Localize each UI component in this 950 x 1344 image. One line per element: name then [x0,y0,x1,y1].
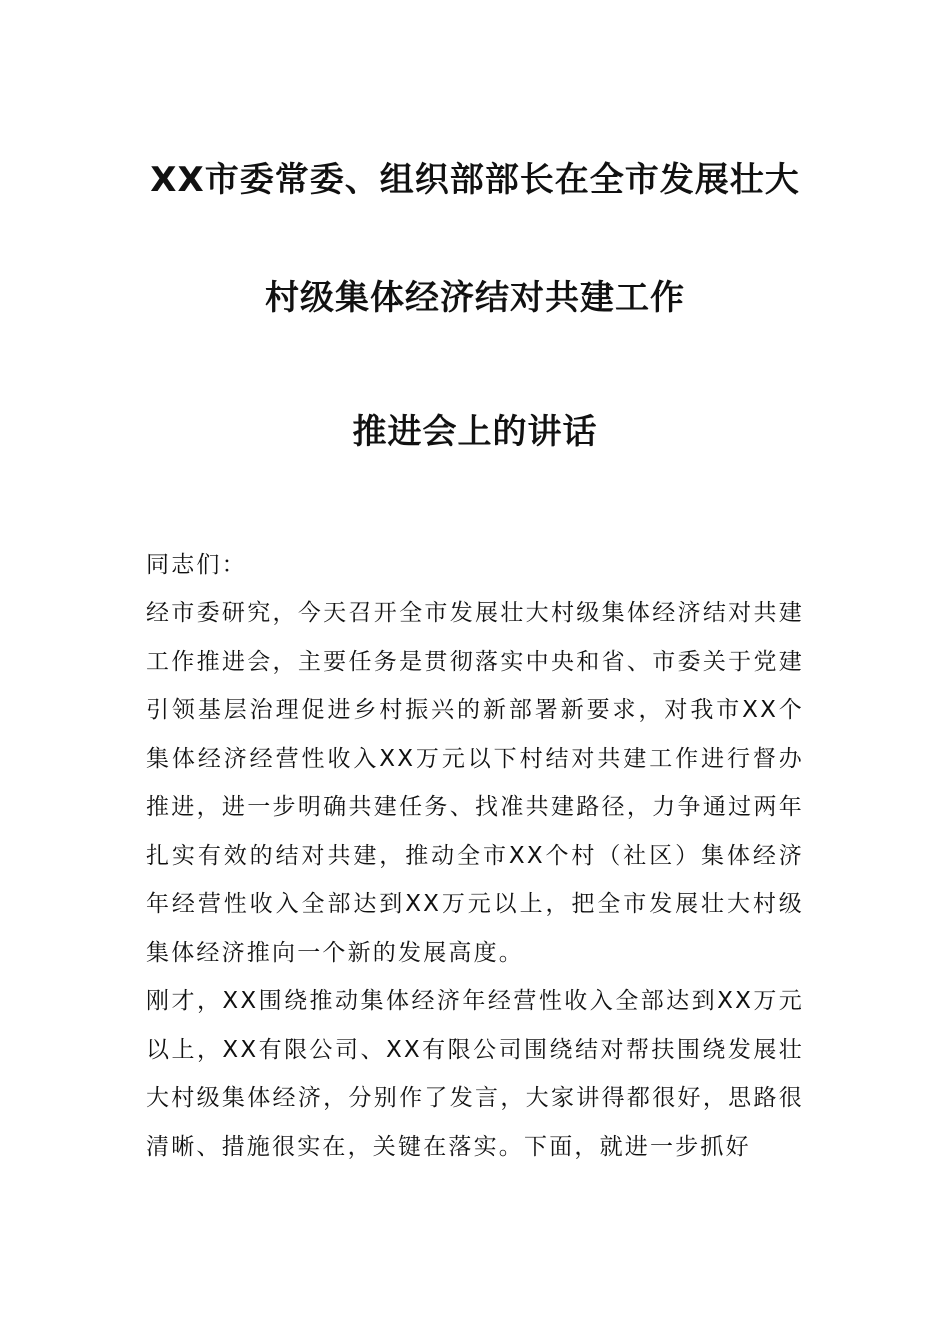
title-line-1: XX市委常委、组织部部长在全市发展壮大 [150,160,800,200]
title-line-3: 推进会上的讲话 [352,412,598,452]
salutation-text: 同志们： [146,552,247,578]
title-line-2: 村级集体经济结对共建工作 [265,278,685,318]
body-paragraphs [146,589,804,1171]
paragraph-1: 经市委研究，今天召开全市发展壮大村级集体经济结对共建工作推进会，主要任务是贯彻落实中央和省、市委关于党建引领基层治理促进乡村振兴的新部署新要求，对我市XX个集体经济经营性收入XX万元以下村结对共建工作进行督办推进，进一步明确共建任务、找准共建路径，力争通过两年扎实有效的结对共建，推动全市XX个村（社区）集体经济年经营性收入全部达到XX万元以上，把全市发展壮大村级集体经济推向一个新的发展高度。 [146,600,804,966]
salutation [146,541,804,590]
paragraph-2: 刚才，XX围绕推动集体经济年经营性收入全部达到XX万元以上，XX有限公司、XX有限公司围绕结对帮扶围绕发展壮大村级集体经济，分别作了发言，大家讲得都很好，思路很清晰、措施很实在，关键在落实。下面，就进一步抓好 [146,988,804,1160]
